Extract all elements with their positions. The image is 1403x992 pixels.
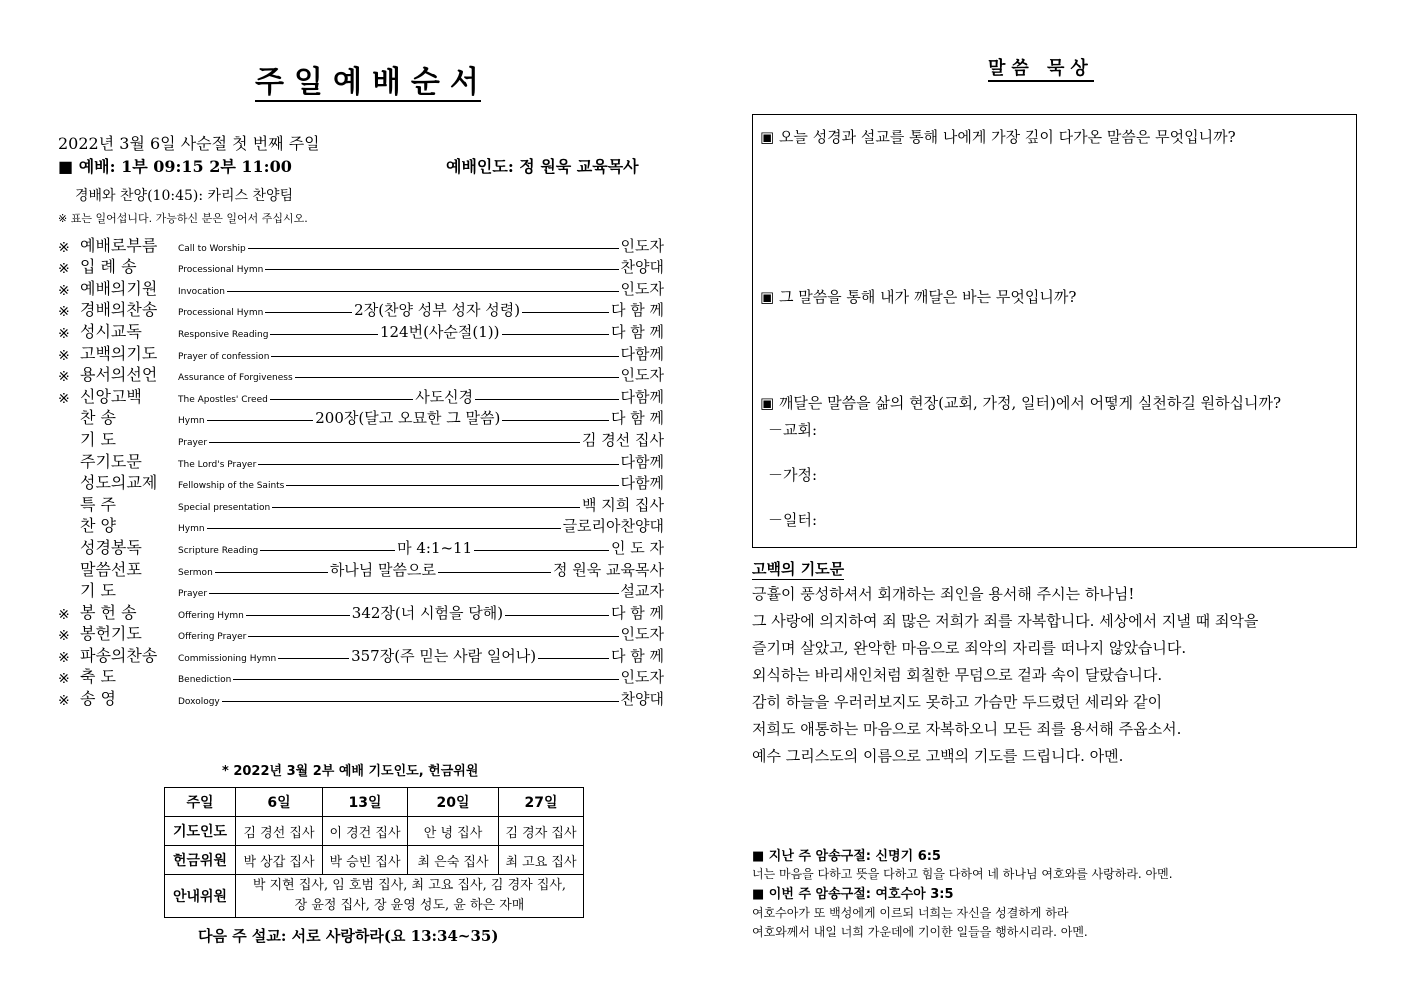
order-row [58, 234, 664, 256]
order-item-name: 성도의교제 [80, 473, 158, 493]
worship-order-list [58, 234, 664, 709]
leader-line [270, 334, 378, 335]
order-item-name: 예배로부름 [80, 235, 158, 255]
table-header-cell: 13일 [323, 788, 408, 817]
leader-line [272, 507, 580, 508]
order-item-name: 기 도 [80, 429, 116, 449]
question-2: ▣ 그 말씀을 통해 내가 깨달은 바는 무엇입니까? [760, 288, 1077, 306]
order-item-role: 찬양대 [620, 258, 664, 277]
table-row-label: 기도인도 [165, 817, 236, 846]
order-item-name: 찬 송 [80, 408, 116, 428]
leader-line [278, 658, 349, 659]
order-item-english: Call to Worship [178, 243, 246, 254]
leader-line [522, 312, 609, 313]
order-item-role: 김 경선 집사 [582, 430, 664, 449]
order-item-role: 인도자 [620, 236, 664, 255]
table-header-cell: 27일 [499, 788, 584, 817]
leader-line [438, 572, 551, 573]
order-item-english: Processional Hymn [178, 308, 264, 319]
order-row [58, 623, 664, 645]
order-item-english: Scripture Reading [178, 545, 259, 556]
order-item-detail: 하나님 말씀으로 [329, 560, 437, 579]
leader-line [233, 679, 618, 680]
table-cell: 안 녕 집사 [408, 817, 499, 846]
order-item-role: 인도자 [620, 366, 664, 385]
leader-line [286, 485, 618, 486]
order-item-detail: 200장(달고 오묘한 그 말씀) [315, 409, 501, 428]
standing-mark: ※ [58, 390, 70, 407]
standing-note: ※ 표는 일어섭니다. 가능하신 분은 일어서 주십시오. [58, 212, 308, 225]
order-item-role: 다함께 [620, 387, 665, 406]
leader-line [248, 636, 618, 637]
order-item-name: 성시교독 [80, 321, 142, 341]
leader-line [207, 420, 314, 421]
leader-line [222, 701, 619, 702]
order-row [58, 472, 664, 494]
table-row-label: 안내위원 [165, 875, 236, 918]
order-item-role: 다 함 께 [610, 409, 664, 428]
order-item-english: Fellowship of the Saints [178, 481, 285, 492]
table-cell: 최 은숙 집사 [408, 846, 499, 875]
order-item-english: Prayer [178, 437, 208, 448]
memory-verse-this-text: 여호수아가 또 백성에게 이르되 너희는 자신을 성결하게 하라 [752, 906, 1069, 920]
order-item-name: 예배의기원 [80, 278, 158, 298]
leader-line [209, 593, 618, 594]
standing-mark: ※ [58, 671, 70, 688]
duty-table-title: * 2022년 3월 2부 예배 기도인도, 헌금위원 [222, 764, 479, 779]
page-title: 주일예배순서 [255, 65, 489, 100]
leader-line [505, 615, 609, 616]
order-row [58, 558, 664, 580]
table-cell: 박 승빈 집사 [323, 846, 408, 875]
order-row [58, 342, 664, 364]
answer-church: －교회: [768, 421, 818, 439]
table-row [165, 846, 584, 875]
order-row [58, 407, 664, 429]
leader-line [207, 528, 561, 529]
duty-table [164, 787, 584, 918]
meditation-box [752, 114, 1357, 548]
order-item-name: 용서의선언 [80, 365, 158, 385]
leader-line [246, 615, 350, 616]
service-times: ■ 예배: 1부 09:15 2부 11:00 [58, 157, 292, 176]
order-row [58, 320, 664, 342]
order-item-role: 인도자 [620, 279, 664, 298]
order-item-name: 봉 헌 송 [80, 602, 137, 622]
praise-info: 경배와 찬양(10:45): 카리스 찬양팀 [75, 188, 294, 204]
order-item-role: 백 지희 집사 [582, 495, 664, 514]
order-item-role: 다함께 [620, 344, 664, 363]
standing-mark: ※ [58, 304, 70, 321]
order-item-role: 인 도 자 [611, 538, 665, 557]
leader-line [502, 420, 609, 421]
confession-line: 긍휼이 풍성하셔서 회개하는 죄인을 용서해 주시는 하나님! [752, 585, 1135, 603]
meditation-title: 말씀 묵상 [988, 58, 1094, 82]
order-item-role: 찬양대 [620, 690, 664, 709]
order-item-english: Offering Hymn [178, 610, 244, 621]
order-item-detail: 2장(찬양 성부 성자 성령) [354, 301, 521, 320]
leader-line [271, 356, 618, 357]
standing-mark: ※ [58, 282, 70, 299]
order-item-english: Responsive Reading [178, 329, 269, 340]
confession-line: 감히 하늘을 우러러보지도 못하고 가슴만 두드렸던 세리와 같이 [752, 693, 1163, 711]
memory-verse-last-text: 너는 마음을 다하고 뜻을 다하고 힘을 다하여 네 하나님 여호와를 사랑하라. 아멘. [752, 867, 1173, 881]
standing-mark: ※ [58, 347, 70, 364]
question-1: ▣ 오늘 성경과 설교를 통해 나에게 가장 깊이 다가온 말씀은 무엇입니까? [760, 128, 1236, 146]
usher-line: 박 지현 집사, 임 호범 집사, 최 고요 집사, 김 경자 집사, [252, 878, 567, 893]
memory-verse-this-heading: ■ 이번 주 암송구절: 여호수아 3:5 [752, 887, 954, 902]
order-item-english: The Apostles' Creed [178, 394, 268, 405]
order-item-name: 말씀선포 [80, 559, 142, 579]
leader-line [474, 550, 609, 551]
order-item-detail: 마 4:1~11 [397, 538, 473, 557]
confession-line: 외식하는 바리새인처럼 회칠한 무덤으로 겉과 속이 달랐습니다. [752, 666, 1163, 684]
order-row [58, 428, 664, 450]
table-header-cell: 6일 [236, 788, 323, 817]
order-row [58, 450, 664, 472]
order-item-english: Hymn [178, 416, 205, 427]
order-item-english: Hymn [178, 524, 205, 535]
usher-line: 장 윤정 집사, 장 윤영 성도, 윤 하은 자매 [294, 898, 525, 913]
table-header-cell: 주일 [165, 788, 236, 817]
order-item-name: 고백의기도 [80, 343, 158, 363]
order-row [58, 299, 664, 321]
order-item-english: Assurance of Forgiveness [178, 373, 293, 384]
order-item-role: 다 함 께 [610, 646, 664, 665]
order-item-role: 다 함 께 [610, 301, 664, 320]
order-item-detail: 사도신경 [415, 387, 474, 406]
standing-mark: ※ [58, 261, 70, 278]
leader-line [260, 550, 395, 551]
order-item-english: Processional Hymn [178, 265, 264, 276]
order-item-english: Benediction [178, 675, 232, 686]
order-item-name: 신앙고백 [80, 386, 142, 406]
order-item-english: Sermon [178, 567, 213, 578]
order-row [58, 580, 664, 602]
order-item-role: 다함께 [620, 452, 664, 471]
leader-line [270, 399, 413, 400]
table-cell [236, 875, 584, 918]
leader-line [265, 312, 352, 313]
leader-line [248, 248, 619, 249]
order-item-name: 경배의찬송 [80, 300, 158, 320]
order-item-role: 설교자 [620, 582, 664, 601]
leader-line [265, 269, 618, 270]
answer-home: －가정: [768, 466, 818, 484]
leader-line [475, 399, 618, 400]
order-row [58, 385, 664, 407]
order-row [58, 536, 664, 558]
order-row [58, 493, 664, 515]
table-row [165, 788, 584, 817]
table-cell: 김 경자 집사 [499, 817, 584, 846]
memory-verse-this-text: 여호와께서 내일 너희 가운데에 기이한 일들을 행하시리라. 아멘. [752, 925, 1088, 939]
order-item-detail: 124번(사순절(1)) [379, 322, 500, 341]
table-cell: 최 고요 집사 [499, 846, 584, 875]
leader-line [538, 658, 609, 659]
memory-verse-last-heading: ■ 지난 주 암송구절: 신명기 6:5 [752, 849, 941, 864]
order-item-english: Doxology [178, 697, 220, 708]
order-item-role: 다 함 께 [611, 322, 665, 341]
order-item-name: 성경봉독 [80, 537, 142, 557]
table-cell: 박 상갑 집사 [236, 846, 323, 875]
confession-line: 예수 그리스도의 이름으로 고백의 기도를 드립니다. 아멘. [752, 747, 1124, 765]
order-item-role: 다 함 께 [611, 603, 665, 622]
confession-line: 저희도 애통하는 마음으로 자복하오니 모든 죄를 용서해 주옵소서. [752, 720, 1182, 738]
order-row [58, 601, 664, 623]
order-item-name: 주기도문 [80, 451, 142, 471]
order-item-name: 찬 양 [80, 516, 116, 536]
leader-line [209, 442, 580, 443]
order-item-role: 글로리아찬양대 [562, 517, 664, 536]
order-row [58, 364, 664, 386]
order-item-name: 입 례 송 [80, 257, 137, 277]
confession-line: 즐기며 살았고, 완악한 마음으로 죄악의 자리를 떠나지 않았습니다. [752, 639, 1187, 657]
order-item-english: Offering Prayer [178, 632, 247, 643]
standing-mark: ※ [58, 649, 70, 666]
confession-line: 그 사랑에 의지하여 죄 많은 저희가 죄를 자복합니다. 세상에서 지낼 때 죄악을 [752, 612, 1259, 630]
table-cell: 이 경건 집사 [323, 817, 408, 846]
order-item-role: 정 원욱 교육목사 [553, 560, 665, 579]
answer-work: －일터: [768, 511, 818, 529]
order-row [58, 687, 664, 709]
table-row [165, 817, 584, 846]
confession-title: 고백의 기도문 [752, 560, 845, 578]
standing-mark: ※ [58, 606, 70, 623]
order-item-name: 봉헌기도 [80, 624, 142, 644]
order-item-english: Invocation [178, 286, 225, 297]
order-item-english: Special presentation [178, 502, 271, 513]
order-item-english: Prayer of confession [178, 351, 270, 362]
next-sermon: 다음 주 설교: 서로 사랑하라(요 13:34~35) [198, 927, 499, 945]
order-row [58, 256, 664, 278]
service-date: 2022년 3월 6일 사순절 첫 번째 주일 [58, 134, 320, 153]
order-item-name: 특 주 [80, 494, 116, 514]
order-item-name: 파송의찬송 [80, 645, 158, 665]
order-item-name: 송 영 [80, 689, 116, 709]
standing-mark: ※ [58, 239, 70, 256]
order-item-name: 기 도 [80, 581, 116, 601]
standing-mark: ※ [58, 369, 70, 386]
standing-mark: ※ [58, 325, 70, 342]
table-cell: 김 경선 집사 [236, 817, 323, 846]
order-item-role: 인도자 [620, 625, 664, 644]
standing-mark: ※ [58, 693, 70, 710]
service-leader: 예배인도: 정 원욱 교육목사 [446, 157, 639, 176]
leader-line [295, 377, 619, 378]
table-row [165, 875, 584, 918]
order-item-english: Prayer [178, 589, 208, 600]
leader-line [215, 572, 328, 573]
standing-mark: ※ [58, 628, 70, 645]
order-item-role: 인도자 [620, 668, 664, 687]
order-item-detail: 342장(너 시험을 당해) [351, 603, 504, 622]
leader-line [502, 334, 610, 335]
order-item-english: Commissioning Hymn [178, 653, 277, 664]
leader-line [227, 291, 619, 292]
order-item-english: The Lord's Prayer [178, 459, 257, 470]
order-row [58, 644, 664, 666]
order-item-detail: 357장(주 믿는 사람 일어나) [351, 646, 537, 665]
question-3: ▣ 깨달은 말씀을 삶의 현장(교회, 가정, 일터)에서 어떻게 실천하길 원하십니까? [760, 394, 1282, 412]
order-row [58, 277, 664, 299]
table-row-label: 헌금위원 [165, 846, 236, 875]
order-item-role: 다함께 [620, 474, 664, 493]
order-row [58, 515, 664, 537]
order-item-name: 축 도 [80, 667, 116, 687]
leader-line [258, 464, 618, 465]
table-header-cell: 20일 [408, 788, 499, 817]
order-row [58, 666, 664, 688]
